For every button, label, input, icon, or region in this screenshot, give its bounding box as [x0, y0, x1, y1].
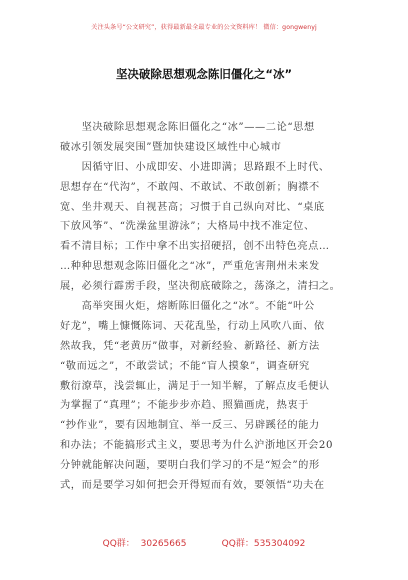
body-line: 分钟就能解决问题，要明白我们学习的不是“短会”的形 [60, 460, 320, 472]
body-line: …种种思想观念陈旧僵化之“冰”，严重危害荆州未来发 [60, 261, 320, 273]
body-line: 破冰引领发展突围”暨加快建设区域性中心城市 [60, 141, 282, 153]
body-line: 思想存在“代沟”，不敢闯、不敢试、不敢创新；胸襟不 [60, 181, 320, 193]
body-line: 高举突围火炬，熔断陈旧僵化之“冰”。不能“叶公 [60, 301, 315, 313]
body-line: 好龙”，嘴上慷慨陈词、天花乱坠，行动上风吹八面、依 [60, 320, 325, 332]
page-footer [0, 536, 408, 549]
body-line: 为掌握了“真理”；不能步步亦趋、照猫画虎，热衷于 [60, 400, 309, 412]
footer-qq-group-2: QQ群：535304092 [221, 539, 306, 549]
body-line: 展，必须行霹雳手段，坚决彻底破除之，荡涤之，清扫之。 [60, 281, 341, 293]
body-line: 因循守旧、小成即安、小进即满；思路跟不上时代、 [60, 161, 330, 173]
body-line: 式，而是要学习如何把会开得短而有效，要领悟“功夫在 [60, 480, 325, 492]
body-line: 看不清目标；工作中拿不出实招硬招，创不出特色亮点… [60, 241, 330, 253]
document-title: 坚决破除思想观念陈旧僵化之“冰” [115, 67, 293, 81]
document-body [60, 118, 360, 496]
body-line: 下放风筝”、“洗澡盆里游泳”；大格局中找不准定位、 [60, 221, 315, 233]
body-line: “敬而远之”，不敢尝试；不能“盲人摸象”，调查研究 [60, 360, 310, 372]
body-line: 宽、坐井观天、自视甚高；习惯于自己纵向对比、“桌底 [60, 201, 325, 213]
footer-spacer [192, 539, 215, 549]
body-line: 然故我，凭“老黄历”做事，对新经验、新路径、新方法 [60, 340, 320, 352]
body-line: 坚决破除思想观念陈旧僵化之“冰”——二论“思想 [60, 122, 315, 133]
body-line: 敷衍潦草，浅尝辄止，满足于一知半解，了解点皮毛便认 [60, 380, 330, 392]
body-line: 和办法；不能搞形式主义，要思考为什么沪浙地区开会20 [60, 440, 334, 452]
footer-qq-group-1: QQ群： 30265665 [102, 539, 187, 549]
page-header-banner: 关注头条号“公文研究”，获得最新最全最专业的公文资料库！ 微信：gongwenyj [91, 24, 317, 31]
body-line: “抄作业”，要有因地制宜、举一反三、另辟蹊径的能力 [60, 420, 320, 432]
